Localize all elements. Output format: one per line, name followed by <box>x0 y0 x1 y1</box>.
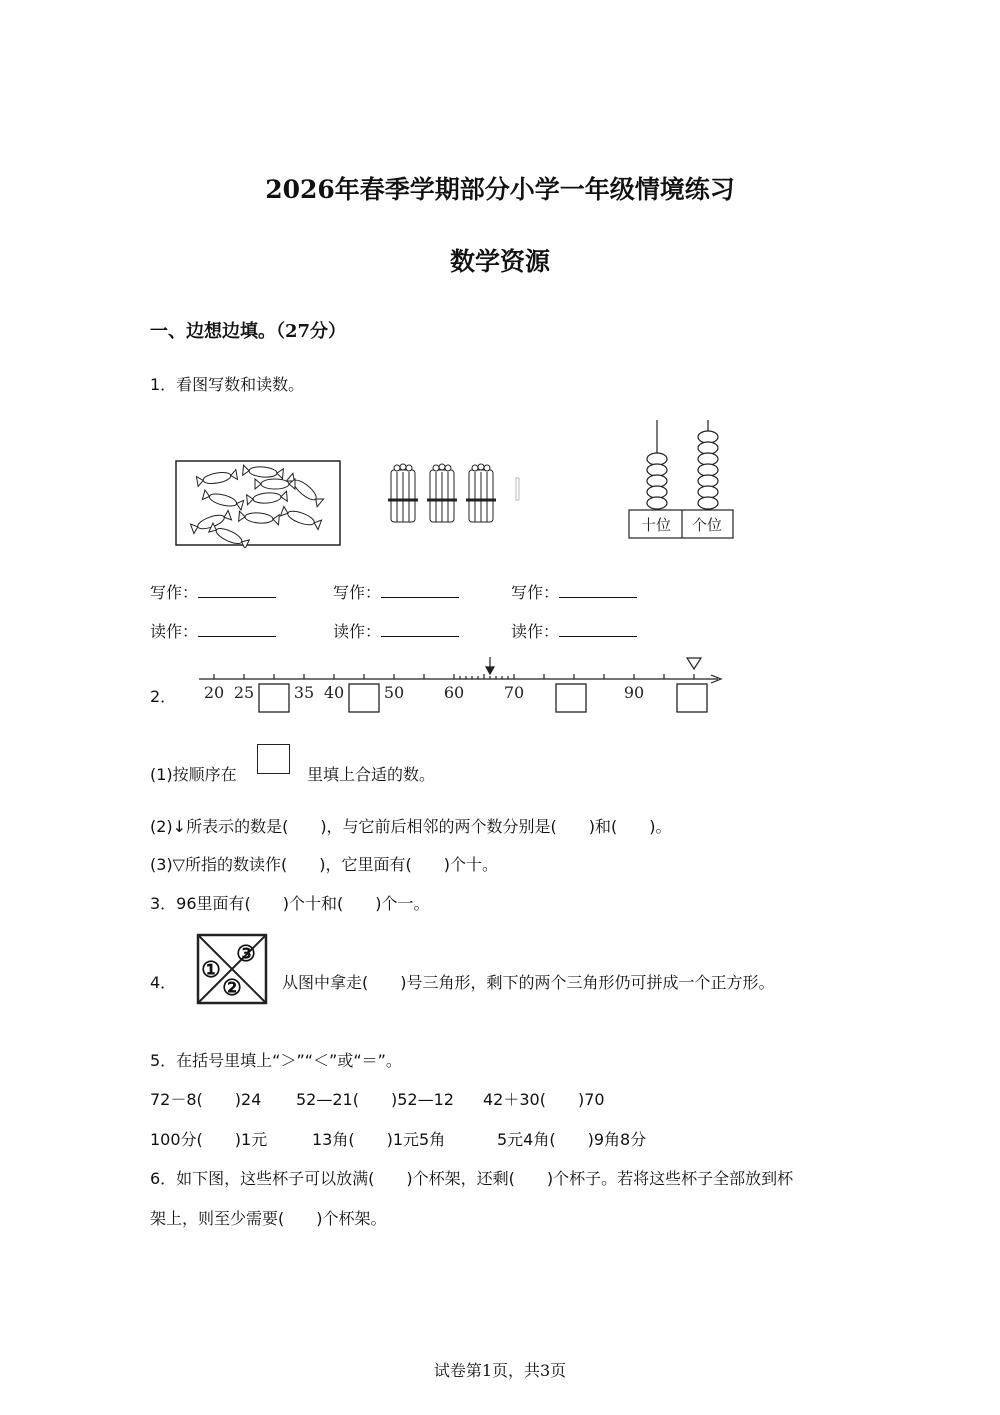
question-2-part-1 <box>150 762 237 785</box>
section-heading: 一、边想边填。（27分） <box>150 321 347 342</box>
triangle-pointer-icon <box>687 658 701 669</box>
question-4-number: 4． <box>150 973 177 992</box>
read-answer-blank[interactable] <box>559 622 637 637</box>
bead-icon <box>698 431 718 509</box>
question-1-label: 1．看图写数和读数。 <box>150 375 305 394</box>
triangle-label-2: ② <box>222 975 242 1001</box>
down-arrow-icon <box>486 657 494 674</box>
question-6-line-1: 6．如下图，这些杯子可以放满( )个杯架，还剩( )个杯子。若将这些杯子全部放到杯 <box>150 1169 794 1188</box>
tick-label: 50 <box>383 683 405 702</box>
triangle-square-figure <box>194 933 270 1005</box>
stick-bundle-icon <box>466 464 496 522</box>
write-row-1 <box>150 580 276 603</box>
question-6-line-2: 架上，则至少需要( )个杯架。 <box>150 1209 387 1228</box>
compare-item: 5元4角( )9角8分 <box>497 1130 647 1149</box>
read-label: 读作： <box>150 622 199 641</box>
triangle-label-3: ③ <box>236 941 256 967</box>
write-answer-blank[interactable] <box>198 583 276 598</box>
write-answer-blank[interactable] <box>559 583 637 598</box>
question-3: 3．96里面有( )个十和( )个一。 <box>150 894 430 913</box>
question-2-number: 2． <box>150 687 177 706</box>
part-1-prefix: (1)按顺序在 <box>150 765 237 784</box>
number-line-box[interactable] <box>259 684 289 712</box>
bead-icon <box>647 453 667 509</box>
page-title: 2026年春季学期部分小学一年级情境练习 <box>265 175 735 204</box>
candy-box-figure <box>175 460 343 548</box>
write-answer-blank[interactable] <box>381 583 459 598</box>
write-label: 写作： <box>150 583 199 602</box>
read-label: 读作： <box>333 622 382 641</box>
number-line-box[interactable] <box>677 684 707 712</box>
tick-label: 40 <box>323 683 345 702</box>
write-label: 写作： <box>511 583 560 602</box>
question-2-part-3: (3)▽所指的数读作( )，它里面有( )个十。 <box>150 855 498 874</box>
example-box <box>257 744 290 774</box>
tick-label: 25 <box>233 683 255 702</box>
single-stick-icon <box>516 478 519 500</box>
question-5-label: 5．在括号里填上“＞”“＜”或“＝”。 <box>150 1051 402 1070</box>
read-row-3 <box>511 619 637 642</box>
number-line-figure <box>195 652 730 718</box>
question-4-text: 从图中拿走( )号三角形，剩下的两个三角形仍可拼成一个正方形。 <box>282 973 775 992</box>
stick-bundles-figure <box>385 462 535 526</box>
compare-item: 42＋30( )70 <box>483 1090 605 1109</box>
write-row-2 <box>333 580 459 603</box>
tick-label: 70 <box>503 683 525 702</box>
stick-bundle-icon <box>388 464 418 522</box>
compare-item: 72－8( )24 <box>150 1090 262 1109</box>
abacus-figure <box>626 418 738 542</box>
stick-bundle-icon <box>427 464 457 522</box>
tick-label: 90 <box>623 683 645 702</box>
read-answer-blank[interactable] <box>198 622 276 637</box>
number-line-box[interactable] <box>349 684 379 712</box>
write-label: 写作： <box>333 583 382 602</box>
page-subtitle: 数学资源 <box>449 247 550 276</box>
compare-item: 100分( )1元 <box>150 1130 268 1149</box>
tick-label: 60 <box>443 683 465 702</box>
number-line-box[interactable] <box>556 684 586 712</box>
part-1-suffix: 里填上合适的数。 <box>307 765 436 784</box>
abacus-ones-label: 个位 <box>691 516 723 534</box>
question-2-part-2: (2)↓所表示的数是( )，与它前后相邻的两个数分别是( )和( )。 <box>150 817 672 836</box>
write-row-3 <box>511 580 637 603</box>
read-label: 读作： <box>511 622 560 641</box>
read-row-2 <box>333 619 459 642</box>
compare-item: 13角( )1元5角 <box>312 1130 446 1149</box>
read-answer-blank[interactable] <box>381 622 459 637</box>
triangle-label-1: ① <box>201 957 221 983</box>
abacus-tens-label: 十位 <box>640 516 672 534</box>
tick-label: 35 <box>293 683 315 702</box>
compare-item: 52—21( )52—12 <box>296 1090 454 1109</box>
read-row-1 <box>150 619 276 642</box>
tick-label: 20 <box>203 683 225 702</box>
page-footer: 试卷第1页，共3页 <box>433 1361 567 1380</box>
